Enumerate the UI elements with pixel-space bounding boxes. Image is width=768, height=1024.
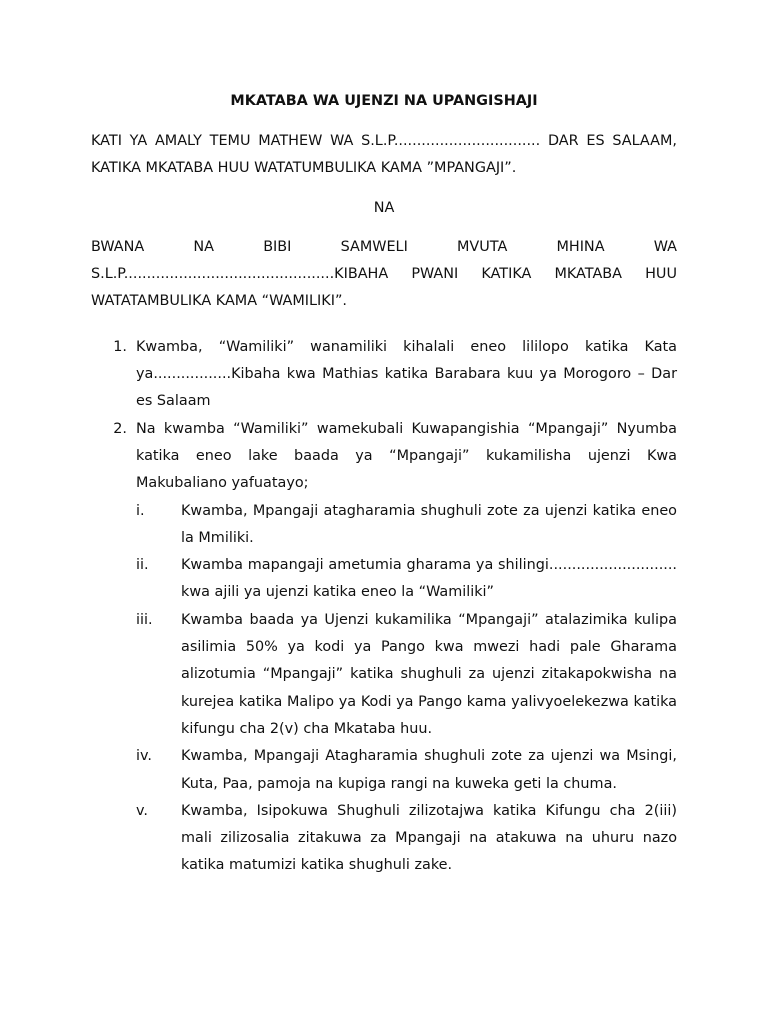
- owners-first-line: [91, 234, 677, 261]
- subclause-item: [136, 498, 677, 553]
- clause-list: [91, 334, 677, 880]
- subclause-item: [136, 743, 677, 798]
- owners-word: MHINA: [556, 238, 605, 255]
- subclause-number: v.: [136, 802, 148, 819]
- subclause-item: [136, 552, 677, 607]
- owners-word: BWANA: [91, 238, 145, 255]
- owners-word: SAMWELI: [340, 238, 408, 255]
- intro-paragraph-owners: [91, 234, 677, 316]
- clause-item: [91, 416, 677, 498]
- na-separator: NA: [373, 199, 395, 216]
- subclause-number: i.: [136, 502, 145, 519]
- owners-word: BIBI: [263, 238, 292, 255]
- owners-word: MVUTA: [456, 238, 508, 255]
- clause-number: 2.: [113, 420, 127, 437]
- subclause-item: [136, 798, 677, 880]
- subclause-item: [136, 607, 677, 743]
- document-title: MKATABA WA UJENZI NA UPANGISHAJI: [230, 93, 538, 109]
- subclause-number: iii.: [136, 611, 153, 628]
- clause-text: Na kwamba “Wamiliki” wamekubali Kuwapangishia “Mpangaji” Nyumba katika eneo lake baada ya “Mpangaji” kukamilisha ujenzi Kwa Makubaliano yafuatayo;: [136, 420, 677, 492]
- subclause-text: Kwamba, Mpangaji atagharamia shughuli zote za ujenzi katika eneo la Mmiliki.: [181, 502, 677, 546]
- subclause-list: [91, 498, 677, 880]
- subclause-text: Kwamba baada ya Ujenzi kukamilika “Mpangaji” atalazimika kulipa asilimia 50% ya kodi ya Pango kwa mwezi hadi pale Gharama alizotumia “Mpangaji” katika shughuli za ujenzi zitakapokwisha na kurejea katika Malipo ya Kodi ya Pango kama yalivyoelekezwa katika kifungu cha 2(v) cha Mkataba huu.: [181, 611, 677, 737]
- subclause-number: iv.: [136, 748, 152, 765]
- owners-word: WA: [653, 238, 677, 255]
- subclause-text: Kwamba, Isipokuwa Shughuli zilizotajwa katika Kifungu cha 2(iii) mali zilizosalia zitakuwa za Mpangaji na atakuwa na uhuru nazo katika matumizi katika shughuli zake.: [181, 802, 677, 874]
- clause-number: 1.: [113, 338, 127, 355]
- owners-rest: S.L.P..............................................KIBAHA PWANI KATIKA MKATABA HUU WATATAMBULIKA KAMA “WAMILIKI”.: [91, 266, 677, 310]
- subclause-number: ii.: [136, 557, 149, 574]
- owners-word: NA: [193, 238, 215, 255]
- subclause-text: Kwamba, Mpangaji Atagharamia shughuli zote za ujenzi wa Msingi, Kuta, Paa, pamoja na kupiga rangi na kuweka geti la chuma.: [181, 748, 677, 792]
- clause-text: Kwamba, “Wamiliki” wanamiliki kihalali eneo lililopo katika Kata ya.................Kibaha kwa Mathias katika Barabara kuu ya Morogoro – Dar es Salaam: [136, 338, 677, 410]
- intro-paragraph-tenant: KATI YA AMALY TEMU MATHEW WA S.L.P................................ DAR ES SALAAM, KATIKA MKATABA HUU WATATUMBULIKA KAMA ”MPANGAJI”.: [91, 133, 677, 177]
- clause-item: [91, 334, 677, 416]
- subclause-text: Kwamba mapangaji ametumia gharama ya shilingi............................ kwa ajili ya ujenzi katika eneo la “Wamiliki”: [181, 557, 677, 601]
